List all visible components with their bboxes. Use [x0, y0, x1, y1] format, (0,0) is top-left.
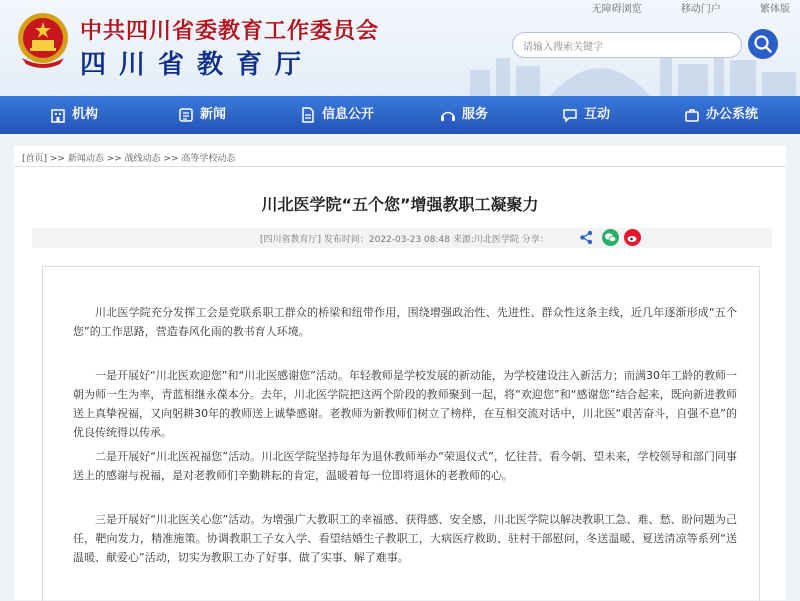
- nav-item-info-disclosure[interactable]: [300, 96, 374, 134]
- nav-item-interaction[interactable]: [562, 96, 610, 134]
- org-name-line2: 四川省教育厅: [80, 50, 315, 80]
- search-placeholder: 请输入搜索关键字: [523, 42, 603, 53]
- nav-item-organization[interactable]: [50, 96, 98, 134]
- article-paragraph: 一是开展好“川北医欢迎您”和“川北医感谢您”活动。年轻教师是学校发展的新动能，为学校建设注入新活力；而满30年工龄的教师一朝为师一生为率，青蓝相继永葆本分。去年，川北医学院把这两个阶段的教师聚到一起，将“欢迎您”和“感谢您”结合起来，既向新进教师送上真挚祝福，又向躬耕30年的教师送上诚挚感谢。老教师为新教师们树立了榜样，在互相交流对话中，川北医“艰苦奋斗，自强不息”的优良传统得以传承。: [73, 369, 737, 439]
- nav-label: 互动: [584, 107, 611, 122]
- nav-label: 机构: [72, 107, 99, 122]
- article-meta: [四川省教育厅] 发布时间：2022-03-23 08:48 来源:川北医学院 分享：: [260, 235, 549, 245]
- nav-label: 信息公开: [322, 107, 375, 122]
- news-icon: [178, 107, 194, 123]
- service-icon: [440, 107, 456, 123]
- office-icon: [684, 107, 700, 123]
- site-header: [0, 0, 800, 96]
- article-meta-bar: [32, 228, 772, 248]
- chat-icon: [562, 107, 578, 123]
- divider: [14, 166, 786, 167]
- nav-label: 服务: [462, 107, 489, 122]
- article-paragraph: 二是开展好“川北医祝福您”活动。川北医学院坚持每年为退休教师举办“荣退仪式”，忆往昔、看今朝、望未来，学校领导和部门同事送上的感谢与祝福，是对老教师们辛勤耕耘的肯定，温暖着每一位即将退休的老教师的心。: [73, 450, 737, 482]
- wechat-icon[interactable]: [602, 229, 619, 246]
- breadcrumb[interactable]: [首页] >> 新闻动态 >> 战线动态 >> 高等学校动态: [22, 154, 236, 164]
- traditional-chinese-link[interactable]: 繁体版: [760, 4, 790, 15]
- nav-item-services[interactable]: [440, 96, 488, 134]
- org-name-line1: 中共四川省委教育工作委员会: [80, 19, 380, 44]
- accessibility-link[interactable]: 无障碍浏览: [591, 4, 642, 15]
- search-input[interactable]: [512, 32, 742, 58]
- article-paragraph: 川北医学院充分发挥工会是党联系职工群众的桥梁和纽带作用，围绕增强政治性、先进性、群众性这条主线，近几年逐渐形成“五个您”的工作思路，营造春风化雨的教书育人环境。: [73, 306, 737, 338]
- top-links: [556, 0, 790, 15]
- article-body: [42, 266, 760, 601]
- search-icon: [748, 29, 778, 59]
- document-icon: [300, 107, 316, 123]
- main-nav: [0, 96, 800, 134]
- nav-label: 办公系统: [706, 107, 759, 122]
- national-emblem-icon: [16, 12, 70, 70]
- mobile-portal-link[interactable]: 移动门户: [680, 4, 721, 15]
- nav-item-news[interactable]: [178, 96, 226, 134]
- content-panel: [14, 146, 786, 600]
- building-icon: [50, 107, 66, 123]
- nav-label: 新闻: [200, 107, 227, 122]
- article-paragraph: 三是开展好“川北医关心您”活动。为增强广大教职工的幸福感、获得感、安全感，川北医学院以解决教职工急、难、愁、盼问题为己任，靶向发力，精准施策。协调教职工子女入学、看望结婚生子教职工，大病医疗救助、驻村干部慰问，冬送温暖、夏送清凉等系列“送温暖、献爱心”活动，切实为教职工办了好事、做了实事、解了难事。: [73, 513, 737, 564]
- nav-item-office-system[interactable]: [684, 96, 758, 134]
- weibo-icon[interactable]: [624, 229, 641, 246]
- search-button[interactable]: [748, 29, 778, 59]
- share-icon[interactable]: [578, 229, 595, 246]
- article-title: 川北医学院“五个您”增强教职工凝聚力: [261, 195, 539, 214]
